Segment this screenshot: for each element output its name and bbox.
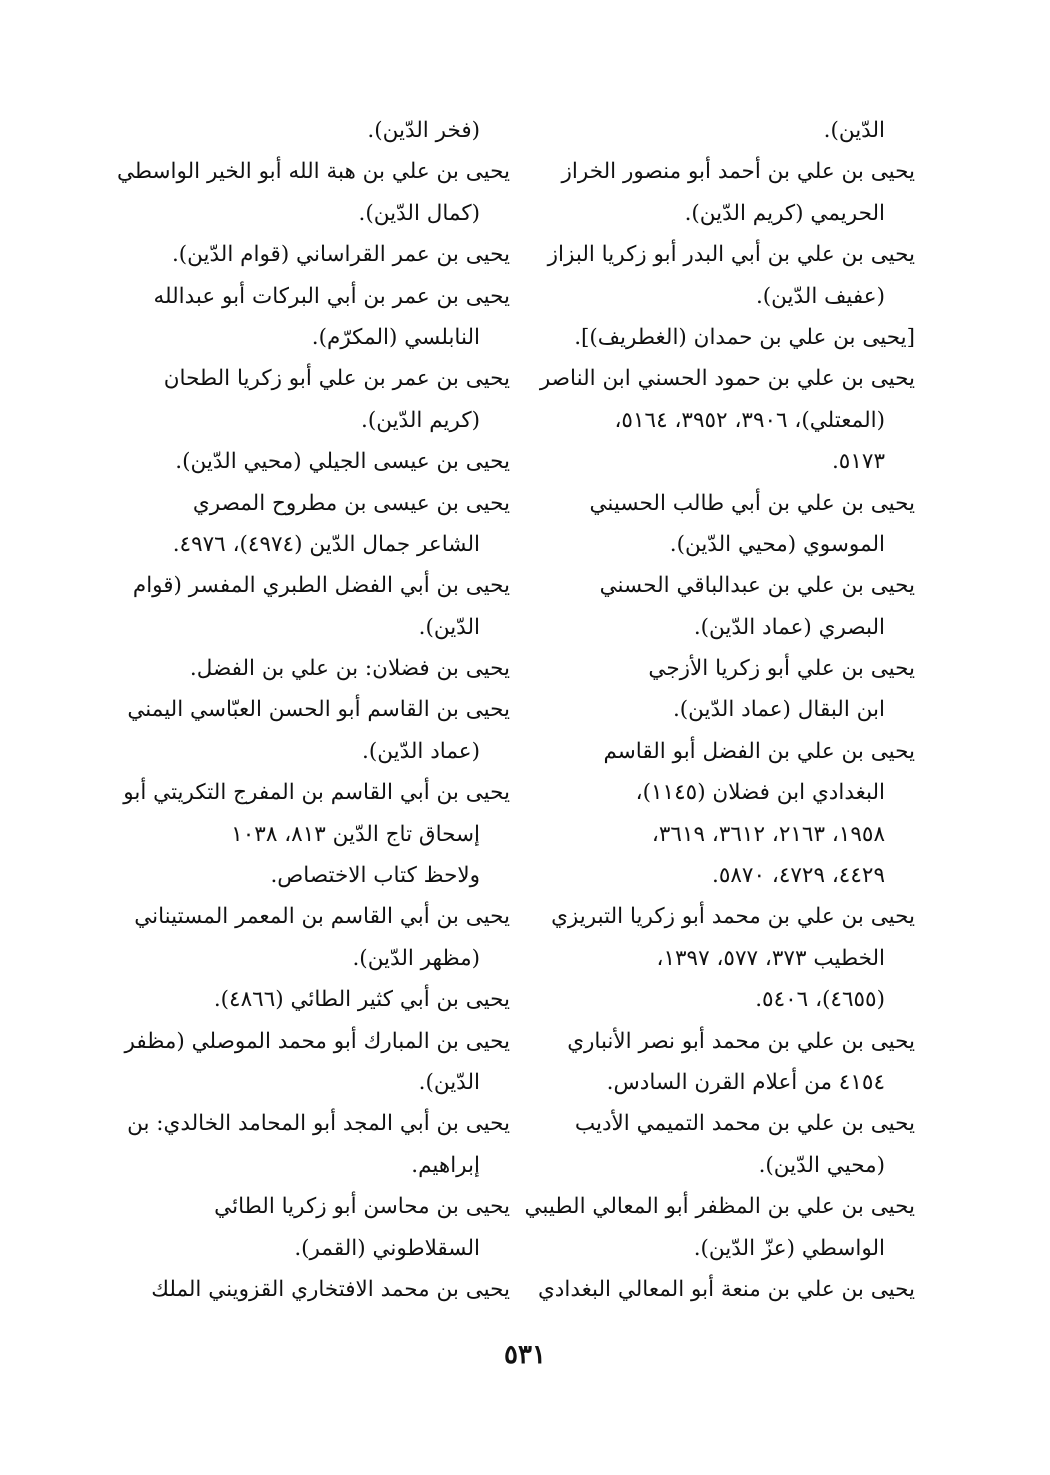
index-line: (كمال الدّين).	[358, 200, 480, 226]
index-line: يحيى بن علي بن عبدالباقي الحسني	[599, 573, 915, 599]
index-line: الموسوي (محيي الدّين).	[669, 531, 885, 557]
index-line: ٤٤٢٩، ٤٧٢٩، ٥٨٧٠.	[711, 863, 885, 889]
index-line: البغدادي ابن فضلان (١١٤٥)،	[635, 780, 885, 806]
index-line: يحيى بن القاسم أبو الحسن العبّاسي اليمني	[127, 697, 510, 723]
index-column-left	[116, 110, 510, 1310]
index-line: (محيي الدّين).	[758, 1152, 885, 1178]
index-line: يحيى بن علي بن المظفر أبو المعالي الطيبي	[524, 1194, 915, 1220]
index-line: يحيى بن عيسى الجيلي (محيي الدّين).	[175, 449, 510, 475]
index-line: (مظهر الدّين).	[352, 945, 480, 971]
index-line: (٤٦٥٥)، ٥٤٠٦.	[755, 987, 885, 1013]
index-line: ٤١٥٤ من أعلام القرن السادس.	[606, 1069, 885, 1095]
index-line: يحيى بن أبي القاسم بن المعمر المستيناني	[134, 904, 510, 930]
index-line: يحيى بن أبي القاسم بن المفرج التكريتي أبو	[123, 780, 510, 806]
index-line: ٥١٧٣.	[831, 449, 885, 475]
index-line: النابلسي (المكرّم).	[311, 324, 480, 350]
index-line: يحيى بن علي بن أحمد أبو منصور الخراز	[561, 159, 915, 185]
index-column-right	[524, 110, 915, 1310]
index-line: يحيى بن المبارك أبو محمد الموصلي (مظفر	[124, 1028, 510, 1054]
index-line: يحيى بن علي بن محمد التميمي الأديب	[574, 1111, 915, 1137]
index-line: يحيى بن علي أبو زكريا الأزجي	[648, 656, 915, 682]
index-line: يحيى بن علي بن أبي طالب الحسيني	[589, 490, 915, 516]
index-line: ولاحظ كتاب الاختصاص.	[270, 863, 480, 889]
index-line: إسحاق تاج الدّين ٨١٣، ١٠٣٨	[231, 821, 480, 847]
index-line: البصري (عماد الدّين).	[693, 614, 885, 640]
index-line: [يحيى بن علي بن حمدان (الغطريف)].	[574, 324, 915, 350]
index-line: (كريم الدّين).	[361, 407, 480, 433]
index-line: يحيى بن علي بن هبة الله أبو الخير الواسطي	[116, 159, 510, 185]
index-line: يحيى بن عيسى بن مطروح المصري	[192, 490, 510, 516]
index-line: يحيى بن أبي كثير الطائي (٤٨٦٦).	[213, 987, 510, 1013]
index-line: يحيى بن علي بن حمود الحسني ابن الناصر	[539, 366, 915, 392]
index-line: ابن البقال (عماد الدّين).	[672, 697, 885, 723]
index-line: الخطيب ٣٧٣، ٥٧٧، ١٣٩٧،	[656, 945, 885, 971]
index-line: (فخر الدّين).	[367, 118, 480, 143]
index-line: (عفيف الدّين).	[755, 283, 885, 309]
index-line: (عماد الدّين).	[362, 738, 480, 764]
index-line: يحيى بن علي بن محمد أبو نصر الأنباري	[567, 1028, 915, 1054]
index-line: السقلاطوني (القمر).	[294, 1235, 480, 1261]
index-line: يحيى بن أبي المجد أبو المحامد الخالدي: بن	[127, 1111, 510, 1137]
index-line: يحيى بن فضلان: بن علي بن الفضل.	[189, 656, 510, 682]
index-line: يحيى بن علي بن الفضل أبو القاسم	[603, 738, 915, 764]
page-number: ٥٣١	[504, 1340, 546, 1370]
index-line: الواسطي (عزّ الدّين).	[693, 1235, 885, 1261]
index-line: يحيى بن علي بن أبي البدر أبو زكريا البزاز	[547, 242, 915, 268]
index-line: يحيى بن عمر بن علي أبو زكريا الطحان	[163, 366, 510, 392]
index-line: ١٩٥٨، ٢١٦٣، ٣٦١٢، ٣٦١٩،	[651, 821, 885, 847]
index-line: يحيى بن محاسن أبو زكريا الطائي	[214, 1194, 510, 1220]
index-line: إبراهيم.	[411, 1152, 480, 1178]
index-line: يحيى بن علي بن محمد أبو زكريا التبريزي	[551, 904, 915, 930]
index-line: الدّين).	[418, 1069, 480, 1095]
index-line: الحريمي (كريم الدّين).	[684, 200, 885, 226]
index-line: (المعتلي)، ٣٩٠٦، ٣٩٥٢، ٥١٦٤،	[614, 407, 885, 433]
index-line: يحيى بن عمر بن أبي البركات أبو عبدالله	[153, 283, 510, 309]
index-line: الشاعر جمال الدّين (٤٩٧٤)، ٤٩٧٦.	[172, 531, 480, 557]
index-line: يحيى بن أبي الفضل الطبري المفسر (قوام	[132, 573, 510, 599]
index-line: يحيى بن عمر القراساني (قوام الدّين).	[171, 242, 510, 268]
index-line: يحيى بن محمد الافتخاري القزويني الملك	[151, 1276, 510, 1302]
index-line: يحيى بن علي بن منعة أبو المعالي البغدادي	[537, 1276, 915, 1302]
index-line: الدّين).	[823, 118, 885, 143]
index-line: الدّين).	[418, 614, 480, 640]
